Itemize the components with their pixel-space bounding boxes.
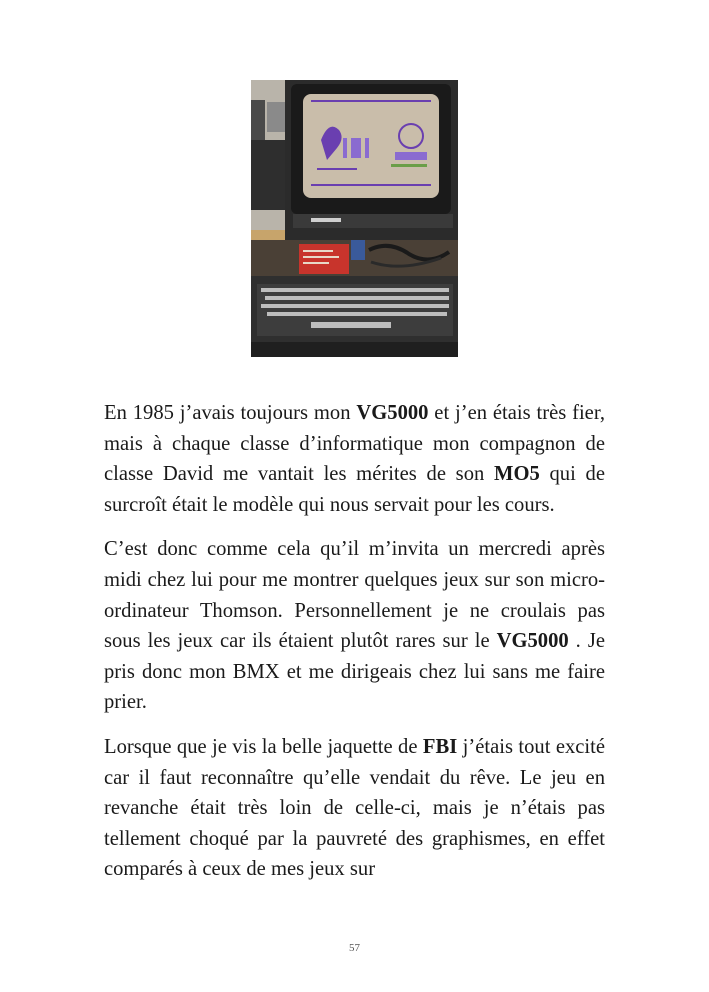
page-number: 57 [349,942,360,954]
paragraph: En 1985 j’avais toujours mon VG5000 et j’en étais très fier, mais à chaque classe d’informatique mon compagnon de classe David me vantait les mérites de son MO5 qui de surcroît était le modèle qui nous servait pour les cours. [104,402,605,516]
body-text [104,398,605,899]
retro-computer-photo-icon [251,80,458,357]
retro-computer-photo [251,80,458,357]
paragraph: C’est donc comme cela qu’il m’invita un mercredi après midi chez lui pour me montrer quelques jeux sur son micro-ordinateur Thomson. Personnellement je ne croulais pas sous les jeux car ils étaient plutôt rares sur le VG5000 . Je pris donc mon BMX et me dirigeais chez lui sans me faire prier. [104,538,605,714]
paragraph: Lorsque que je vis la belle jaquette de FBI j’étais tout excité car il faut reconnaître qu’elle vendait du rêve. Le jeu en revanche était très loin de celle-ci, mais je n’étais pas tellement choqué par la pauvreté des graphismes, en effet comparés à ceux de mes jeux sur [104,735,605,881]
